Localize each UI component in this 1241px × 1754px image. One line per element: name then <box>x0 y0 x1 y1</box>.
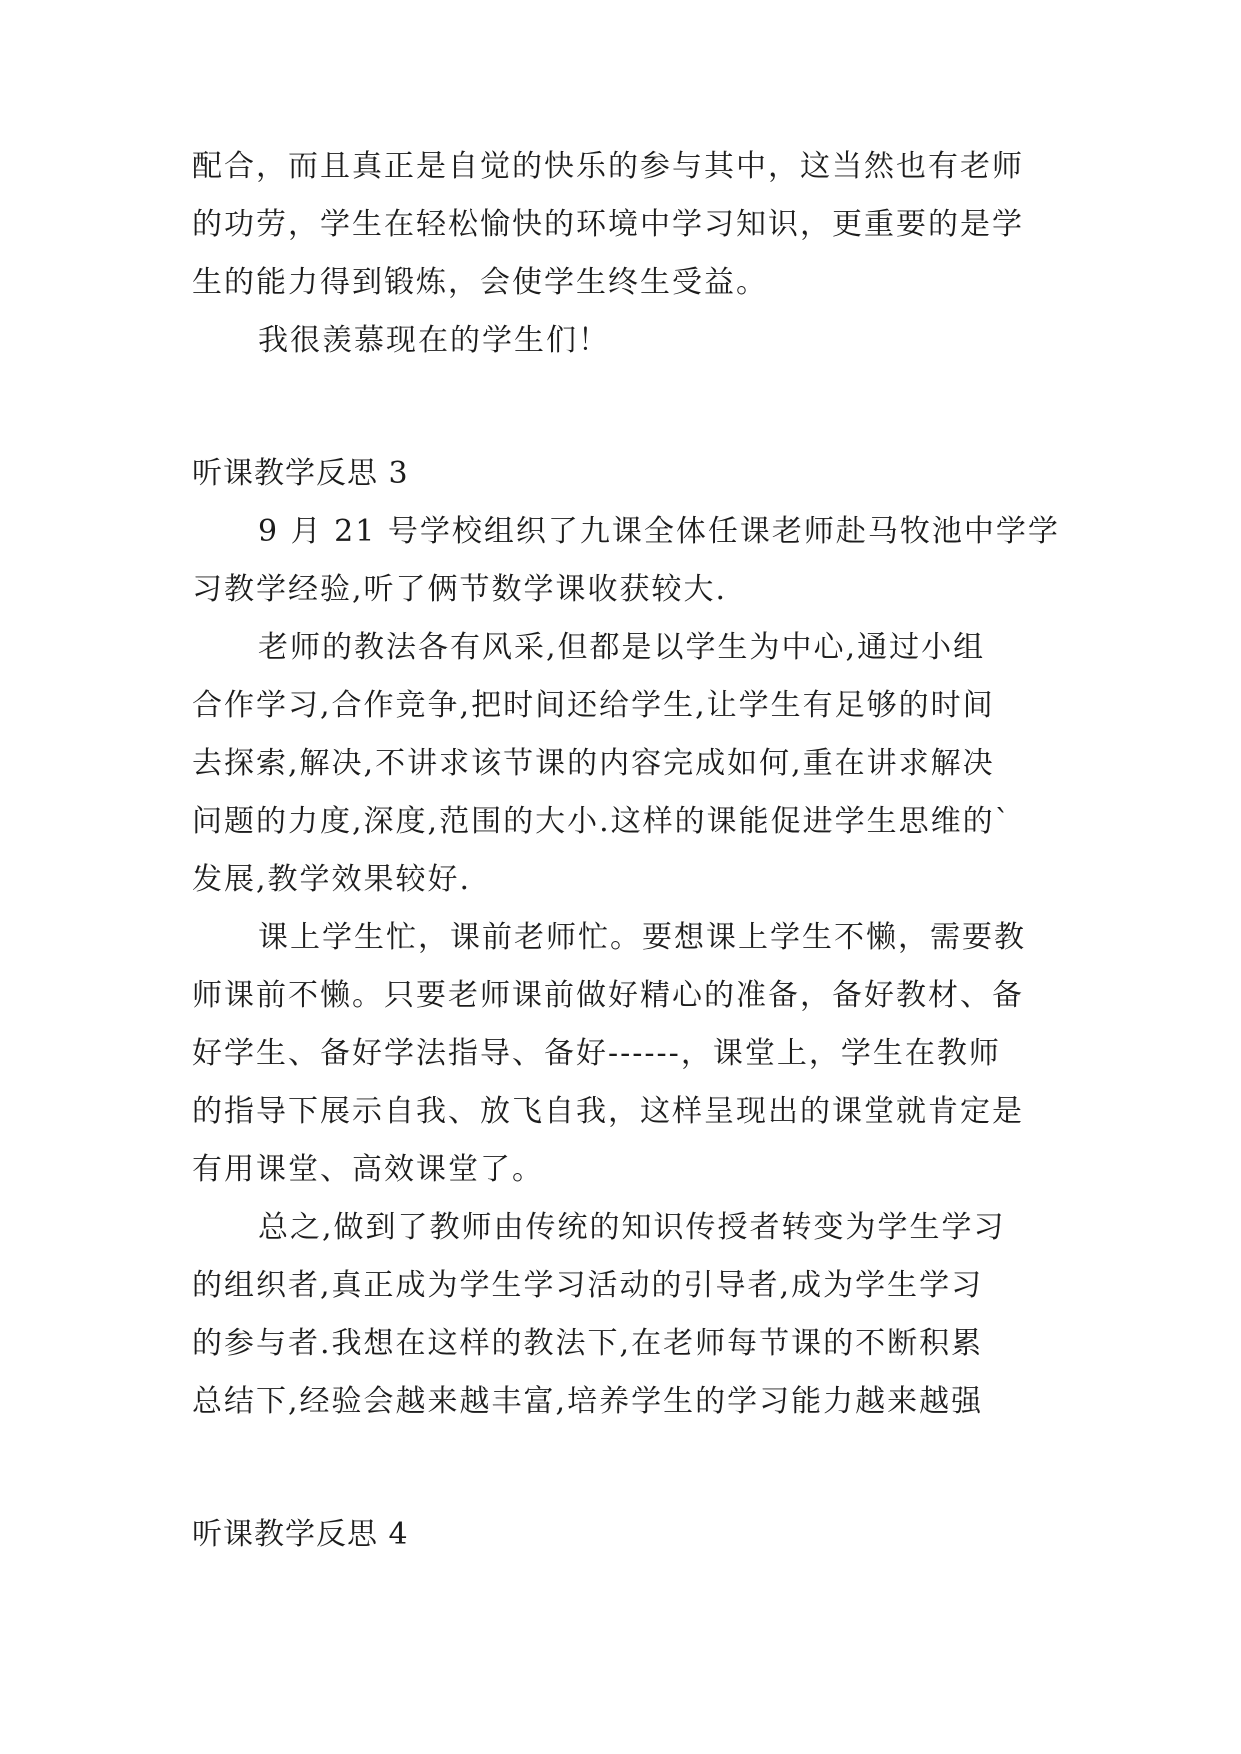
paragraph-line: 的参与者.我想在这样的教法下,在老师每节课的不断积累 <box>192 1326 984 1361</box>
paragraph-line: 有用课堂、高效课堂了。 <box>192 1152 544 1187</box>
paragraph-line: 好学生、备好学法指导、备好------，课堂上，学生在教师 <box>192 1036 1001 1071</box>
paragraph-line: 9 月 21 号学校组织了九课全体任课老师赴马牧池中学学 <box>258 514 1060 549</box>
paragraph-line: 老师的教法各有风采,但都是以学生为中心,通过小组 <box>258 630 986 665</box>
paragraph-line: 问题的力度,深度,范围的大小.这样的课能促进学生思维的` <box>192 804 1012 839</box>
paragraph-line: 发展,教学效果较好. <box>192 862 472 897</box>
paragraph-line: 生的能力得到锻炼，会使学生终生受益。 <box>192 265 768 300</box>
paragraph-line: 的指导下展示自我、放飞自我，这样呈现出的课堂就肯定是 <box>192 1094 1024 1129</box>
section-heading: 听课教学反思 4 <box>192 1517 409 1552</box>
section-heading: 听课教学反思 3 <box>192 456 409 491</box>
paragraph-line: 我很羡慕现在的学生们！ <box>258 323 610 358</box>
paragraph-line: 习教学经验,听了俩节数学课收获较大. <box>192 572 728 607</box>
paragraph-line: 合作学习,合作竞争,把时间还给学生,让学生有足够的时间 <box>192 688 995 723</box>
paragraph-line: 课上学生忙，课前老师忙。要想课上学生不懒，需要教 <box>258 920 1026 955</box>
paragraph-line: 的组织者,真正成为学生学习活动的引导者,成为学生学习 <box>192 1268 984 1303</box>
paragraph-line: 配合，而且真正是自觉的快乐的参与其中，这当然也有老师 <box>192 149 1024 184</box>
paragraph-line: 总之,做到了教师由传统的知识传授者转变为学生学习 <box>258 1210 1006 1245</box>
paragraph-line: 师课前不懒。只要老师课前做好精心的准备，备好教材、备 <box>192 978 1024 1013</box>
paragraph-line: 去探索,解决,不讲求该节课的内容完成如何,重在讲求解决 <box>192 746 995 781</box>
paragraph-line: 总结下,经验会越来越丰富,培养学生的学习能力越来越强 <box>192 1384 984 1419</box>
paragraph-line: 的功劳，学生在轻松愉快的环境中学习知识，更重要的是学 <box>192 207 1024 242</box>
